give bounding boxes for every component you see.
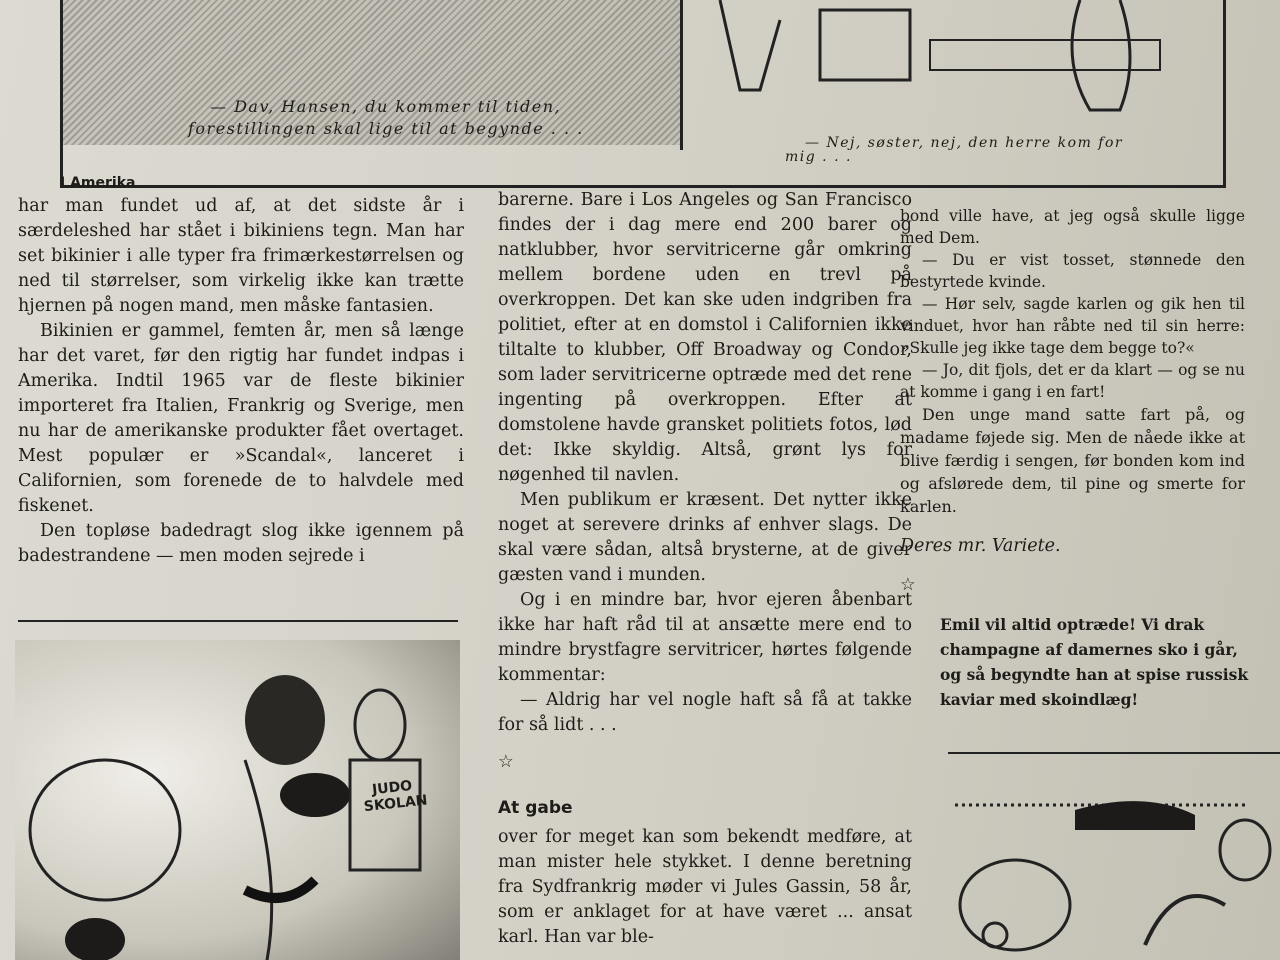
column2-paragraph-2: Men publikum er kræsent. Det nytter ikke noget at serevere drinks af enhver slags. De skal være sådan, altså brysterne, at de giver gæsten vand i munden. [498,490,912,585]
bikini-cartoon-illustration [15,640,460,960]
column3-paragraph-1: bond ville have, at jeg også skulle ligge med Dem. [900,207,1245,247]
left-cartoon-caption-line1: — Dav, Hansen, du kommer til tiden, [210,97,562,116]
left-cartoon-caption-line2: forestillingen skal lige til at begynde . . . [188,119,584,138]
column1-divider [18,620,458,622]
section-heading-amerika: I Amerika [60,175,136,191]
column-3 [900,205,1245,618]
right-cartoon-caption-line2: mig . . . [785,149,852,165]
top-cartoon-divider [680,0,683,150]
column1-paragraph-3: Den topløse badedragt slog ikke igennem på badestrandene — men moden sejrede i [18,521,464,566]
column2-paragraph-5: over for meget kan som bekendt medføre, at man mister hele stykket. I denne beretning fra Sydfrankrig møder vi Jules Gassin, 58 år, som er anklaget for at have været ... ansat karl. Han var ble- [498,827,912,947]
section-heading-at-gabe: At gabe [498,798,573,818]
right-cartoon-caption-line1: — Nej, søster, nej, den herre kom for [805,135,1124,151]
column2-star-separator: ☆ [498,752,514,772]
column1-paragraph-1: har man fundet ud af, at det sidste år i særdeleshed har stået i bikiniens tegn. Man har set bikinier i alle typer fra frimærkestørrelsen og ned til størrelser, som virkelig ikke kan trætte hjernen på nogen mand, men måske fantasien. [18,196,464,316]
top-cartoon-frame [60,0,1226,188]
column3-star-separator: ☆ [900,575,916,595]
column2-paragraph-4: — Aldrig har vel nogle haft så få at takke for så lidt . . . [498,690,912,735]
column2-paragraph-3: Og i en mindre bar, hvor ejeren åbenbart ikke har haft råd til at ansætte mere end to mindre brystfagre servitricer, hørtes følgende kommentar: [498,590,912,685]
emil-notice [940,612,1260,712]
emil-notice-text: Emil vil altid optræde! Vi drak champagne af damernes sko i går, og så begyndte han at spise russisk kaviar med skoindlæg! [940,615,1249,709]
judo-shirt-text: JUDO SKOLAN [363,777,429,816]
cow-cartoon-illustration [945,795,1280,960]
column3-divider [948,752,1280,754]
column3-paragraph-4: — Jo, dit fjols, det er da klart — og se nu at komme i gang i en fart! [900,361,1245,401]
column-2 [498,188,912,950]
column3-paragraph-3: — Hør selv, sagde karlen og gik hen til vinduet, hvor han råbte ned til sin herre: »Skulle jeg ikke tage dem begge to?« [900,295,1245,357]
column3-paragraph-2: — Du er vist tosset, stønnede den bestyrtede kvinde. [900,251,1245,291]
column2-paragraph-1: barerne. Bare i Los Angeles og San Francisco findes der i dag mere end 200 barer og natklubber, hvor servitricerne går omkring mellem bordene uden en trevl på overkroppen. Det kan ske uden indgriben fra politiet, efter at en domstol i Californien ikke tiltalte to klubber, Off Broadway og Condor, som lader servitricerne optræde med det rene ingenting på overkroppen. Efter at domstolene havde gransket politiets fotos, lød det: Ikke skyldig. Altså, grønt lys for nøgenhed til navlen. [498,190,912,485]
column3-signature: Deres mr. Variete. [900,536,1061,556]
column3-paragraph-5: Den unge mand satte fart på, og madame føjede sig. Men de nåede ikke at blive færdig i sengen, før bonden kom ind og afslørede dem, til pine og smerte for karlen. [900,405,1245,516]
column-1 [18,172,464,569]
column1-paragraph-2: Bikinien er gammel, femten år, men så længe har det varet, før den rigtig har fundet indpas i Amerika. Indtil 1965 var de fleste bikinier importeret fra Italien, Frankrig og Sverige, men nu har de amerikanske produkter fået overtaget. Mest populær er »Scandal«, lanceret i Californien, som forenede de to halvdele med fiskenet. [18,321,464,516]
